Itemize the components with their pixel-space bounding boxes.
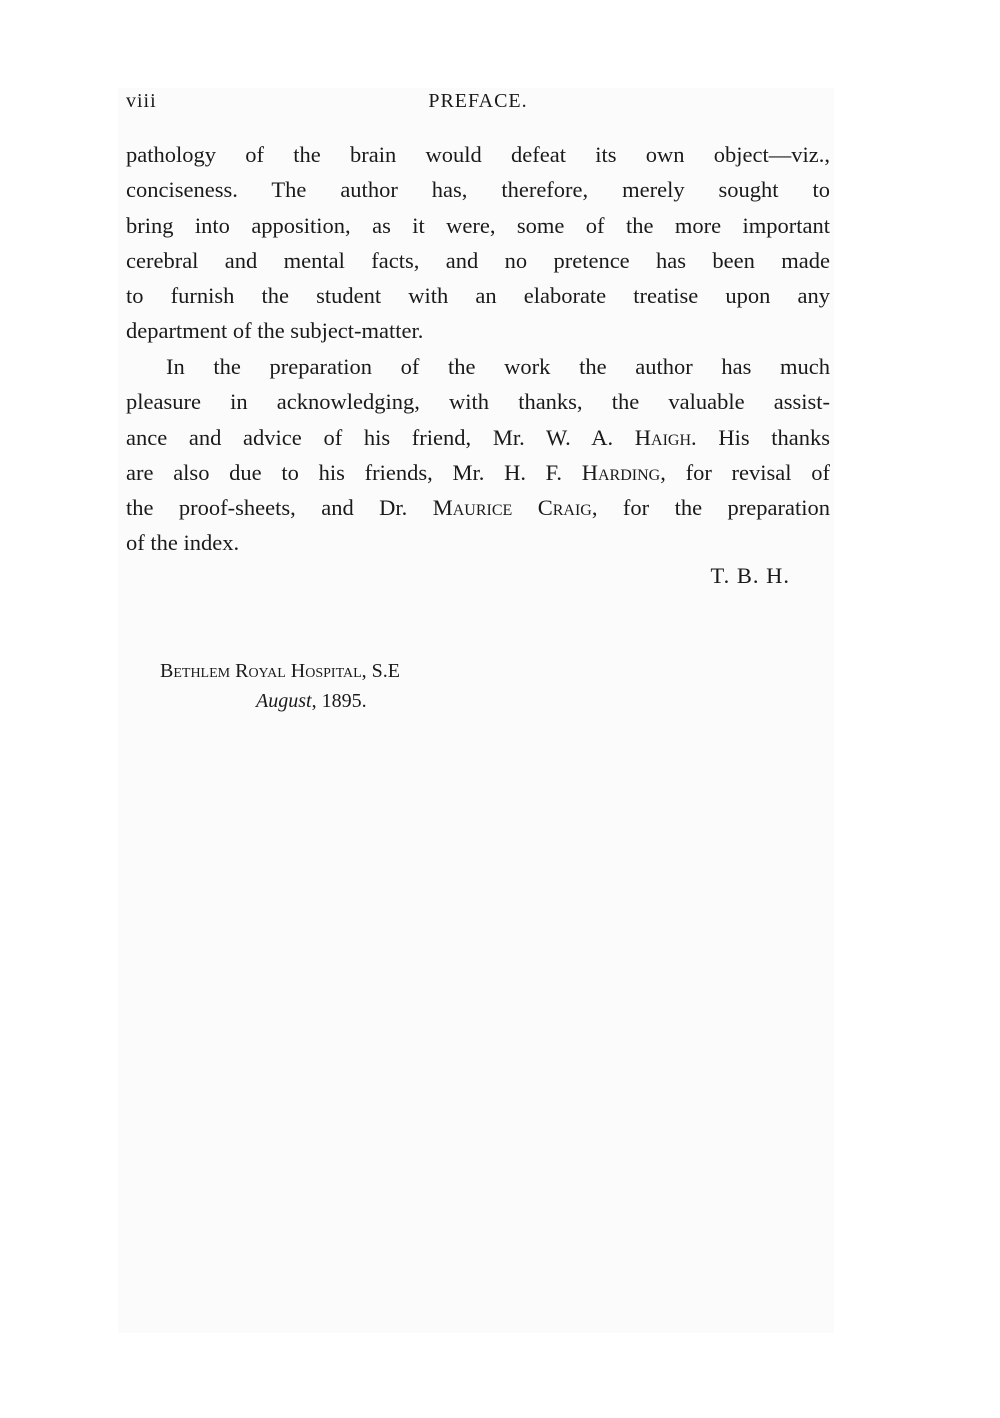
text-segment: , for the preparation xyxy=(591,495,830,521)
text-line: bring into apposition, as it were, some of the more important xyxy=(126,212,830,238)
paragraph-2 xyxy=(126,349,830,561)
text-line xyxy=(126,490,830,525)
page-number: viii xyxy=(126,90,157,112)
author-initials: T. B. H. xyxy=(710,563,790,588)
text-line: pleasure in acknowledging, with thanks, the valuable assist- xyxy=(126,389,830,415)
text-line xyxy=(126,420,830,455)
text-segment: ance and advice of his friend, Mr. W. A. xyxy=(126,424,635,450)
date-line xyxy=(256,690,367,713)
place-suffix: , S.E xyxy=(361,660,401,682)
text-line: pathology of the brain would defeat its own object—viz., xyxy=(126,142,830,167)
person-name: Haigh xyxy=(634,424,692,450)
text-line: of the index. xyxy=(126,530,240,556)
text-line: cerebral and mental facts, and no pretence has been made xyxy=(126,247,830,273)
text-segment: , for revisal of xyxy=(660,459,830,485)
text-segment: . His thanks xyxy=(691,424,830,450)
person-name: Harding xyxy=(581,459,661,485)
running-title: PREFACE. xyxy=(428,90,528,112)
place-name: Bethlem Royal Hospital xyxy=(160,660,362,682)
person-name: Maurice Craig xyxy=(432,495,592,521)
paragraph-1 xyxy=(126,137,830,349)
text-line: In the preparation of the work the author has much xyxy=(166,354,830,379)
text-line xyxy=(126,455,830,490)
text-segment: the proof-sheets, and Dr. xyxy=(126,495,433,521)
text-line: conciseness. The author has, therefore, merely sought to xyxy=(126,177,830,203)
text-line: department of the subject-matter. xyxy=(126,318,424,344)
place-line xyxy=(160,660,400,683)
running-head xyxy=(126,90,830,116)
text-line: to furnish the student with an elaborate treatise upon any xyxy=(126,283,830,309)
text-segment: are also due to his friends, Mr. H. F. xyxy=(126,459,582,485)
date-year: , 1895. xyxy=(311,690,367,712)
date-month: August xyxy=(256,690,312,712)
